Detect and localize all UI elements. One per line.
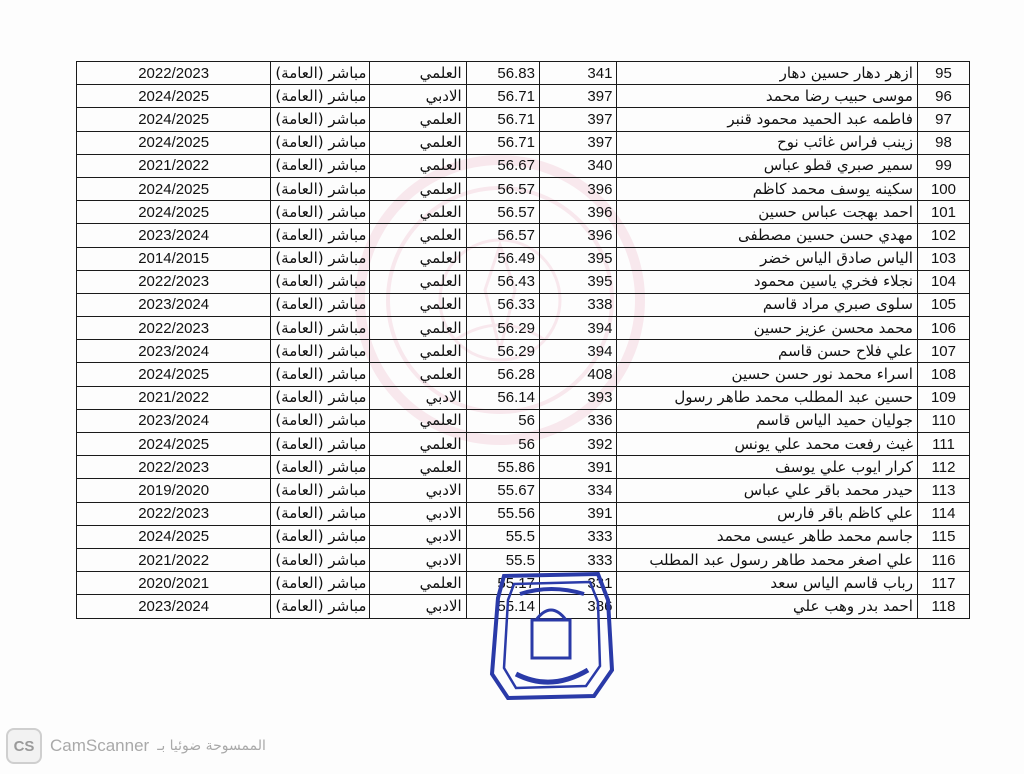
average-cell: 55.17	[466, 572, 539, 595]
year-cell: 2022/2023	[77, 270, 271, 293]
branch-cell: العلمي	[370, 247, 467, 270]
sequence-number-cell: 99	[917, 154, 969, 177]
admission-type-cell: مباشر (العامة)	[271, 85, 370, 108]
sequence-number-cell: 112	[917, 456, 969, 479]
average-cell: 56.57	[466, 201, 539, 224]
year-cell: 2023/2024	[77, 409, 271, 432]
admission-type-cell: مباشر (العامة)	[271, 62, 370, 85]
year-cell: 2021/2022	[77, 154, 271, 177]
student-name-cell: حسين عبد المطلب محمد طاهر رسول	[617, 386, 917, 409]
camscanner-logo-icon: CS	[6, 728, 42, 764]
admission-type-cell: مباشر (العامة)	[271, 247, 370, 270]
admission-type-cell: مباشر (العامة)	[271, 270, 370, 293]
average-cell: 56.71	[466, 131, 539, 154]
sequence-number-cell: 96	[917, 85, 969, 108]
table-row	[77, 479, 970, 502]
year-cell: 2023/2024	[77, 293, 271, 316]
average-cell: 55.67	[466, 479, 539, 502]
average-cell: 55.86	[466, 456, 539, 479]
average-cell: 55.56	[466, 502, 539, 525]
table-row	[77, 456, 970, 479]
total-cell: 397	[539, 131, 617, 154]
total-cell: 391	[539, 456, 617, 479]
table-row	[77, 154, 970, 177]
admission-type-cell: مباشر (العامة)	[271, 479, 370, 502]
admission-type-cell: مباشر (العامة)	[271, 595, 370, 618]
sequence-number-cell: 101	[917, 201, 969, 224]
branch-cell: الادبي	[370, 595, 467, 618]
year-cell: 2022/2023	[77, 456, 271, 479]
branch-cell: الادبي	[370, 85, 467, 108]
branch-cell: العلمي	[370, 363, 467, 386]
student-name-cell: نجلاء فخري ياسين محمود	[617, 270, 917, 293]
student-name-cell: زينب فراس غائب نوح	[617, 131, 917, 154]
admission-type-cell: مباشر (العامة)	[271, 548, 370, 571]
table-row	[77, 433, 970, 456]
sequence-number-cell: 95	[917, 62, 969, 85]
admission-type-cell: مباشر (العامة)	[271, 224, 370, 247]
student-name-cell: الياس صادق الياس خضر	[617, 247, 917, 270]
sequence-number-cell: 113	[917, 479, 969, 502]
branch-cell: الادبي	[370, 479, 467, 502]
sequence-number-cell: 118	[917, 595, 969, 618]
branch-cell: العلمي	[370, 433, 467, 456]
table-row	[77, 131, 970, 154]
table-row	[77, 363, 970, 386]
student-ranking-table	[76, 61, 970, 619]
student-name-cell: موسى حبيب رضا محمد	[617, 85, 917, 108]
admission-type-cell: مباشر (العامة)	[271, 525, 370, 548]
table-row	[77, 548, 970, 571]
year-cell: 2024/2025	[77, 363, 271, 386]
average-cell: 56.71	[466, 85, 539, 108]
total-cell: 397	[539, 85, 617, 108]
average-cell: 55.5	[466, 525, 539, 548]
admission-type-cell: مباشر (العامة)	[271, 131, 370, 154]
branch-cell: العلمي	[370, 293, 467, 316]
sequence-number-cell: 105	[917, 293, 969, 316]
sequence-number-cell: 104	[917, 270, 969, 293]
branch-cell: الادبي	[370, 386, 467, 409]
student-name-cell: اسراء محمد نور حسن حسين	[617, 363, 917, 386]
total-cell: 393	[539, 386, 617, 409]
branch-cell: الادبي	[370, 525, 467, 548]
sequence-number-cell: 111	[917, 433, 969, 456]
student-name-cell: محمد محسن عزيز حسين	[617, 317, 917, 340]
table-row	[77, 525, 970, 548]
student-name-cell: غيث رفعت محمد علي يونس	[617, 433, 917, 456]
student-name-cell: احمد بهجت عباس حسين	[617, 201, 917, 224]
admission-type-cell: مباشر (العامة)	[271, 154, 370, 177]
table-row	[77, 386, 970, 409]
student-name-cell: كرار ايوب علي يوسف	[617, 456, 917, 479]
year-cell: 2022/2023	[77, 62, 271, 85]
year-cell: 2020/2021	[77, 572, 271, 595]
year-cell: 2021/2022	[77, 386, 271, 409]
sequence-number-cell: 108	[917, 363, 969, 386]
average-cell: 56.57	[466, 177, 539, 200]
sequence-number-cell: 110	[917, 409, 969, 432]
total-cell: 395	[539, 247, 617, 270]
branch-cell: العلمي	[370, 317, 467, 340]
average-cell: 55.14	[466, 595, 539, 618]
total-cell: 396	[539, 177, 617, 200]
average-cell: 56.33	[466, 293, 539, 316]
year-cell: 2024/2025	[77, 177, 271, 200]
student-name-cell: ازهر دهار حسين دهار	[617, 62, 917, 85]
admission-type-cell: مباشر (العامة)	[271, 108, 370, 131]
student-name-cell: احمد بدر وهب علي	[617, 595, 917, 618]
branch-cell: الادبي	[370, 548, 467, 571]
average-cell: 56.28	[466, 363, 539, 386]
table-row	[77, 270, 970, 293]
total-cell: 396	[539, 201, 617, 224]
branch-cell: العلمي	[370, 62, 467, 85]
total-cell: 333	[539, 548, 617, 571]
table-row	[77, 108, 970, 131]
average-cell: 56.83	[466, 62, 539, 85]
year-cell: 2024/2025	[77, 201, 271, 224]
year-cell: 2021/2022	[77, 548, 271, 571]
average-cell: 56.49	[466, 247, 539, 270]
sequence-number-cell: 115	[917, 525, 969, 548]
branch-cell: العلمي	[370, 154, 467, 177]
total-cell: 336	[539, 409, 617, 432]
year-cell: 2023/2024	[77, 340, 271, 363]
average-cell: 56.71	[466, 108, 539, 131]
branch-cell: العلمي	[370, 456, 467, 479]
total-cell: 334	[539, 479, 617, 502]
table-row	[77, 201, 970, 224]
student-name-cell: حيدر محمد باقر علي عباس	[617, 479, 917, 502]
sequence-number-cell: 102	[917, 224, 969, 247]
total-cell: 396	[539, 224, 617, 247]
year-cell: 2019/2020	[77, 479, 271, 502]
admission-type-cell: مباشر (العامة)	[271, 363, 370, 386]
admission-type-cell: مباشر (العامة)	[271, 201, 370, 224]
total-cell: 392	[539, 433, 617, 456]
student-name-cell: سلوى صبري مراد قاسم	[617, 293, 917, 316]
average-cell: 56.14	[466, 386, 539, 409]
table-row	[77, 502, 970, 525]
branch-cell: العلمي	[370, 177, 467, 200]
average-cell: 56.29	[466, 340, 539, 363]
average-cell: 56.57	[466, 224, 539, 247]
table-row	[77, 62, 970, 85]
branch-cell: العلمي	[370, 224, 467, 247]
admission-type-cell: مباشر (العامة)	[271, 340, 370, 363]
student-name-cell: سكينه يوسف محمد كاظم	[617, 177, 917, 200]
year-cell: 2023/2024	[77, 224, 271, 247]
sequence-number-cell: 107	[917, 340, 969, 363]
table-row	[77, 224, 970, 247]
sequence-number-cell: 97	[917, 108, 969, 131]
student-name-cell: علي اصغر محمد طاهر رسول عبد المطلب	[617, 548, 917, 571]
total-cell: 395	[539, 270, 617, 293]
year-cell: 2024/2025	[77, 85, 271, 108]
admission-type-cell: مباشر (العامة)	[271, 386, 370, 409]
table-row	[77, 317, 970, 340]
admission-type-cell: مباشر (العامة)	[271, 456, 370, 479]
admission-type-cell: مباشر (العامة)	[271, 409, 370, 432]
admission-type-cell: مباشر (العامة)	[271, 293, 370, 316]
total-cell: 341	[539, 62, 617, 85]
total-cell: 331	[539, 572, 617, 595]
student-name-cell: مهدي حسن حسين مصطفى	[617, 224, 917, 247]
table-row	[77, 85, 970, 108]
total-cell: 391	[539, 502, 617, 525]
total-cell: 394	[539, 317, 617, 340]
branch-cell: العلمي	[370, 572, 467, 595]
admission-type-cell: مباشر (العامة)	[271, 572, 370, 595]
admission-type-cell: مباشر (العامة)	[271, 502, 370, 525]
year-cell: 2024/2025	[77, 433, 271, 456]
table-row	[77, 293, 970, 316]
branch-cell: العلمي	[370, 201, 467, 224]
camscanner-footer	[6, 728, 266, 764]
camscanner-app-name: CamScanner	[50, 736, 150, 755]
table-row	[77, 340, 970, 363]
total-cell: 397	[539, 108, 617, 131]
branch-cell: العلمي	[370, 270, 467, 293]
total-cell: 333	[539, 525, 617, 548]
total-cell: 340	[539, 154, 617, 177]
year-cell: 2022/2023	[77, 502, 271, 525]
sequence-number-cell: 114	[917, 502, 969, 525]
sequence-number-cell: 116	[917, 548, 969, 571]
student-name-cell: جاسم محمد طاهر عيسى محمد	[617, 525, 917, 548]
sequence-number-cell: 100	[917, 177, 969, 200]
branch-cell: العلمي	[370, 340, 467, 363]
average-cell: 56.29	[466, 317, 539, 340]
student-name-cell: سمير صبري قطو عباس	[617, 154, 917, 177]
sequence-number-cell: 98	[917, 131, 969, 154]
sequence-number-cell: 106	[917, 317, 969, 340]
year-cell: 2024/2025	[77, 108, 271, 131]
year-cell: 2024/2025	[77, 131, 271, 154]
table-row	[77, 409, 970, 432]
student-name-cell: رباب قاسم الياس سعد	[617, 572, 917, 595]
table-row	[77, 572, 970, 595]
total-cell: 338	[539, 293, 617, 316]
student-name-cell: علي فلاح حسن قاسم	[617, 340, 917, 363]
branch-cell: الادبي	[370, 502, 467, 525]
branch-cell: العلمي	[370, 131, 467, 154]
student-name-cell: فاطمه عبد الحميد محمود قنبر	[617, 108, 917, 131]
sequence-number-cell: 117	[917, 572, 969, 595]
average-cell: 56.43	[466, 270, 539, 293]
table-row	[77, 177, 970, 200]
year-cell: 2024/2025	[77, 525, 271, 548]
year-cell: 2022/2023	[77, 317, 271, 340]
admission-type-cell: مباشر (العامة)	[271, 317, 370, 340]
branch-cell: العلمي	[370, 409, 467, 432]
table-row	[77, 247, 970, 270]
average-cell: 56	[466, 433, 539, 456]
student-name-cell: جوليان حميد الياس قاسم	[617, 409, 917, 432]
sequence-number-cell: 103	[917, 247, 969, 270]
total-cell: 394	[539, 340, 617, 363]
admission-type-cell: مباشر (العامة)	[271, 177, 370, 200]
average-cell: 56.67	[466, 154, 539, 177]
year-cell: 2023/2024	[77, 595, 271, 618]
average-cell: 56	[466, 409, 539, 432]
year-cell: 2014/2015	[77, 247, 271, 270]
average-cell: 55.5	[466, 548, 539, 571]
student-name-cell: علي كاظم باقر فارس	[617, 502, 917, 525]
total-cell: 408	[539, 363, 617, 386]
branch-cell: العلمي	[370, 108, 467, 131]
admission-type-cell: مباشر (العامة)	[271, 433, 370, 456]
table-row	[77, 595, 970, 618]
sequence-number-cell: 109	[917, 386, 969, 409]
total-cell: 386	[539, 595, 617, 618]
camscanner-scanned-with: الممسوحة ضوئيا بـ	[157, 738, 266, 754]
